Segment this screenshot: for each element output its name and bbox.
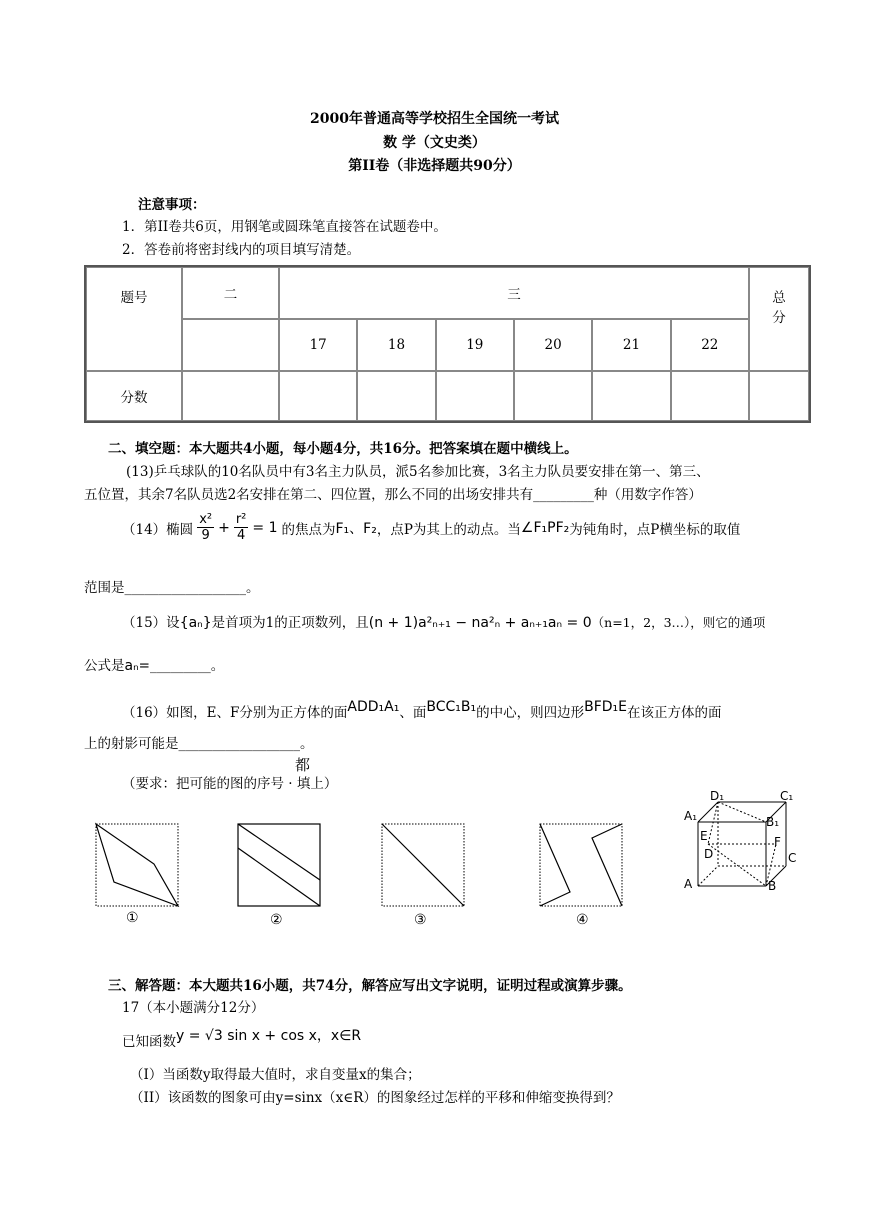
q14-angle: ∠F₁PF₂ — [520, 519, 570, 536]
q15-mid: 是首项为1的正项数列，且 — [211, 615, 369, 631]
q14-fraction-y — [234, 512, 249, 543]
notice-heading: 注意事项： — [138, 197, 206, 213]
q17-part2: （II）该函数的图象可由y=sinx（x∈R）的图象经过怎样的平移和伸缩变换得到？ — [130, 1090, 620, 1106]
q14-fraction-x — [197, 512, 214, 543]
q15-line2 — [84, 654, 224, 674]
cube-label-C1: C₁ — [780, 790, 794, 803]
cube-label-D1: D₁ — [710, 790, 725, 803]
table-subheader: 19 — [436, 319, 514, 371]
figure-4 — [530, 818, 630, 914]
cube-label-B: B — [768, 879, 777, 893]
q16-line2: 上的射影可能是__________________。 — [84, 736, 314, 752]
q16-dou: 都 — [295, 756, 311, 774]
q17-formula: y = √3 sin x + cos x，x∈R — [176, 1028, 362, 1044]
score-cell[interactable] — [357, 371, 435, 421]
frac-denominator: 4 — [236, 528, 246, 543]
q14-mid3: 为钝角时，点P横坐标的取值 — [569, 521, 741, 538]
cube-label-B1: B₁ — [766, 815, 780, 829]
q14-line1 — [122, 512, 740, 543]
figure-2-line — [238, 848, 320, 906]
q15-line1 — [122, 611, 765, 631]
table-header-two: 二 — [182, 267, 279, 319]
frac-denominator: 9 — [201, 528, 210, 543]
q16-line1 — [122, 701, 722, 721]
table-subheader: 22 — [671, 319, 749, 371]
table-subheader: 17 — [279, 319, 357, 371]
q15-an: aₙ — [124, 658, 139, 674]
section2-heading: 二、填空题：本大题共4小题，每小题4分，共16分。把答案填在题中横线上。 — [108, 441, 578, 457]
q14-prefix: （14）椭圆 — [122, 521, 194, 538]
table-cell-empty — [182, 319, 279, 371]
cube-label-A1: A₁ — [684, 809, 698, 823]
cube-label-F: F — [774, 835, 781, 849]
figure-3-diagonal — [382, 824, 464, 906]
q16-requirement: （要求：把可能的图的序号 · 填上） — [122, 776, 338, 792]
cube-label-E: E — [700, 829, 708, 843]
figure-3-label: ③ — [414, 912, 427, 928]
cube-diagram — [670, 790, 810, 902]
score-cell[interactable] — [514, 371, 592, 421]
cube-label-A: A — [684, 877, 693, 891]
frac-numerator: r² — [235, 512, 247, 527]
cube-diagonal — [708, 844, 766, 886]
table-header-tihao: 题号 — [86, 267, 182, 371]
score-cell[interactable] — [592, 371, 670, 421]
notice-item-2: 2．答卷前将密封线内的项目填写清楚。 — [122, 242, 361, 258]
score-table — [84, 265, 811, 423]
q14-mid1: 的焦点为 — [281, 521, 336, 538]
q15-line2-prefix: 公式是 — [84, 658, 125, 674]
exam-part: 第II卷（非选择题共90分） — [348, 158, 521, 174]
cube-edge — [698, 802, 718, 822]
q16-face2: BCC₁B₁ — [426, 699, 477, 715]
exam-title: 2000年普通高等学校招生全国统一考试 — [310, 111, 559, 127]
table-subheader: 20 — [514, 319, 592, 371]
score-cell[interactable] — [182, 371, 279, 421]
cube-label-D: D — [704, 847, 714, 861]
score-cell[interactable] — [279, 371, 357, 421]
q17-prefix: 已知函数 — [122, 1034, 176, 1050]
q16-face1: ADD₁A₁ — [347, 699, 400, 715]
figure-4-shape — [540, 824, 570, 906]
q16-mid2: 的中心，则四边形 — [476, 705, 585, 721]
figure-2-square — [238, 824, 320, 906]
q13-line1: (13)乒乓球队的10名队员中有3名主力队员，派5名参加比赛，3名主力队员要安排在第一、第三、 — [126, 464, 710, 480]
cube-label-C: C — [788, 851, 797, 865]
q17-title: 17（本小题满分12分） — [122, 1000, 265, 1016]
q13-line2: 五位置，其余7名队员选2名安排在第二、四位置，那么不同的出场安排共有_________种（用数字作答） — [84, 487, 702, 503]
quad-edge — [708, 802, 718, 844]
section3-heading: 三、解答题：本大题共16小题，共74分，解答应写出文字说明，证明过程或演算步骤。 — [108, 978, 632, 994]
cube-hidden-edge — [698, 866, 718, 886]
q15-sequence: {aₙ} — [179, 615, 212, 631]
q15-suffix: （n=1，2，3…），则它的通项 — [591, 615, 766, 630]
cube-diagonal — [718, 802, 766, 822]
figure-2-label: ② — [270, 912, 283, 928]
q15-line2-suffix: =_________。 — [138, 658, 225, 674]
figure-1-label: ① — [126, 910, 139, 926]
exam-subject: 数 学（文史类） — [383, 135, 486, 151]
table-header-total: 总 分 — [749, 267, 809, 371]
q15-formula: (n + 1)a²ₙ₊₁ − na²ₙ + aₙ₊₁aₙ = 0 — [368, 615, 592, 631]
table-header-three: 三 — [279, 267, 749, 319]
table-row-score-label: 分数 — [86, 371, 182, 421]
figure-2 — [228, 818, 328, 914]
table-subheader: 18 — [357, 319, 435, 371]
q14-plus: + — [218, 519, 230, 536]
score-cell[interactable] — [436, 371, 514, 421]
figure-1-shape — [96, 824, 178, 906]
score-cell[interactable] — [749, 371, 809, 421]
frac-numerator: x² — [199, 512, 213, 527]
figure-4-shape — [592, 824, 622, 906]
q15-prefix: （15）设 — [122, 615, 180, 631]
q14-line2: 范围是__________________。 — [84, 580, 260, 596]
figure-2-line — [238, 824, 320, 880]
q16-quad: BFD₁E — [584, 699, 628, 715]
q14-foci: F₁、F₂ — [335, 520, 377, 537]
notice-item-1: 1．第II卷共6页，用钢笔或圆珠笔直接答在试题卷中。 — [122, 219, 447, 235]
q16-suffix: 在该正方体的面 — [627, 705, 722, 721]
q14-equals: = 1 — [252, 519, 278, 536]
figure-4-square — [540, 824, 622, 906]
figure-3 — [372, 818, 472, 914]
q16-prefix: （16）如图，E、F分别为正方体的面 — [122, 705, 348, 721]
q17-stem — [122, 1030, 361, 1051]
figure-4-label: ④ — [576, 912, 589, 928]
q16-mid1: 、面 — [399, 705, 427, 721]
q17-part1: （I）当函数y取得最大值时，求自变量x的集合； — [130, 1067, 421, 1083]
score-cell[interactable] — [671, 371, 749, 421]
table-subheader: 21 — [592, 319, 670, 371]
q14-mid2: ，点P为其上的动点。当 — [376, 521, 521, 538]
figure-1 — [88, 818, 188, 914]
